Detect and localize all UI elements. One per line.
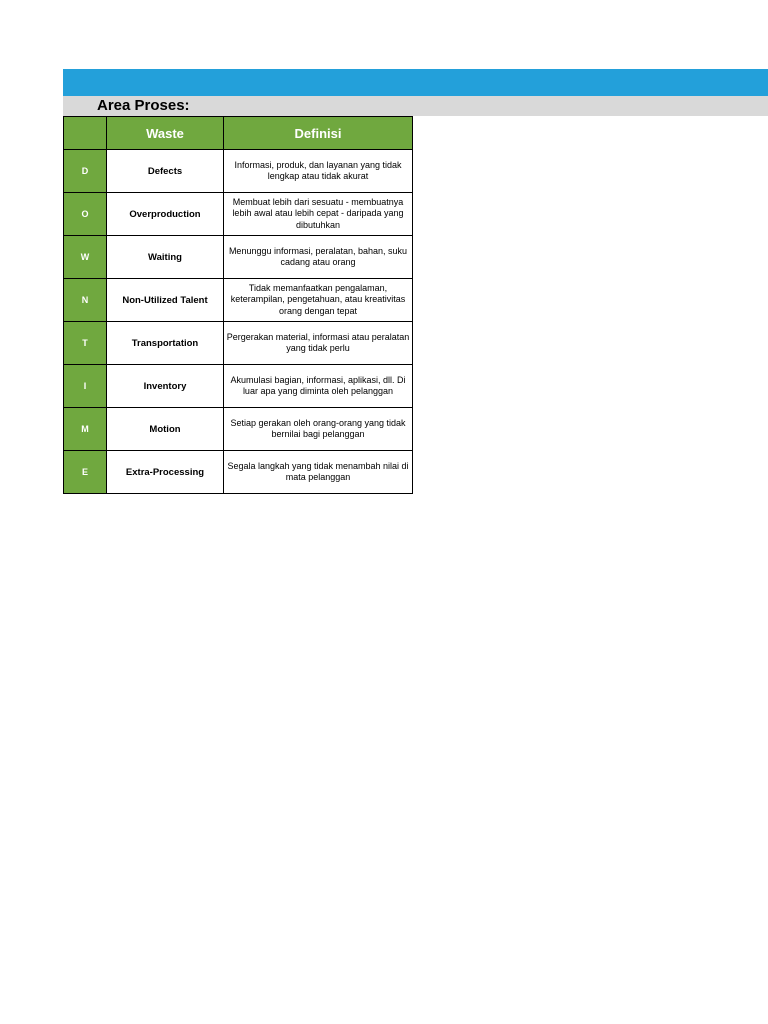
waste-cell: Motion (107, 408, 224, 451)
area-proses-label: Area Proses: (97, 97, 190, 114)
letter-cell: D (64, 150, 107, 193)
waste-cell: Overproduction (107, 193, 224, 236)
waste-cell: Non-Utilized Talent (107, 279, 224, 322)
definition-cell: Menunggu informasi, peralatan, bahan, suku cadang atau orang (224, 236, 413, 279)
definition-cell: Membuat lebih dari sesuatu - membuatnya lebih awal atau lebih cepat - daripada yang dibutuhkan (224, 193, 413, 236)
waste-cell: Transportation (107, 322, 224, 365)
waste-cell: Extra-Processing (107, 451, 224, 494)
definition-cell: Segala langkah yang tidak menambah nilai di mata pelanggan (224, 451, 413, 494)
definition-cell: Informasi, produk, dan layanan yang tidak lengkap atau tidak akurat (224, 150, 413, 193)
definition-cell: Pergerakan material, informasi atau peralatan yang tidak perlu (224, 322, 413, 365)
header-cell-definisi: Definisi (224, 117, 413, 150)
table-row (64, 193, 413, 236)
letter-cell: O (64, 193, 107, 236)
definition-cell: Akumulasi bagian, informasi, aplikasi, dll. Di luar apa yang diminta oleh pelanggan (224, 365, 413, 408)
waste-cell: Waiting (107, 236, 224, 279)
definition-cell: Setiap gerakan oleh orang-orang yang tidak bernilai bagi pelanggan (224, 408, 413, 451)
letter-cell: I (64, 365, 107, 408)
letter-cell: W (64, 236, 107, 279)
waste-cell: Inventory (107, 365, 224, 408)
table-header-row (64, 117, 413, 150)
waste-cell: Defects (107, 150, 224, 193)
header-cell-letter (64, 117, 107, 150)
table-row (64, 408, 413, 451)
letter-cell: M (64, 408, 107, 451)
table-row (64, 365, 413, 408)
table-row (64, 150, 413, 193)
waste-table (63, 116, 413, 494)
letter-cell: E (64, 451, 107, 494)
table-row (64, 451, 413, 494)
header-cell-waste: Waste (107, 117, 224, 150)
table-row (64, 279, 413, 322)
table-row (64, 236, 413, 279)
header-blue-bar (63, 69, 768, 96)
letter-cell: N (64, 279, 107, 322)
letter-cell: T (64, 322, 107, 365)
table-row (64, 322, 413, 365)
definition-cell: Tidak memanfaatkan pengalaman, keterampilan, pengetahuan, atau kreativitas orang dengan tepat (224, 279, 413, 322)
